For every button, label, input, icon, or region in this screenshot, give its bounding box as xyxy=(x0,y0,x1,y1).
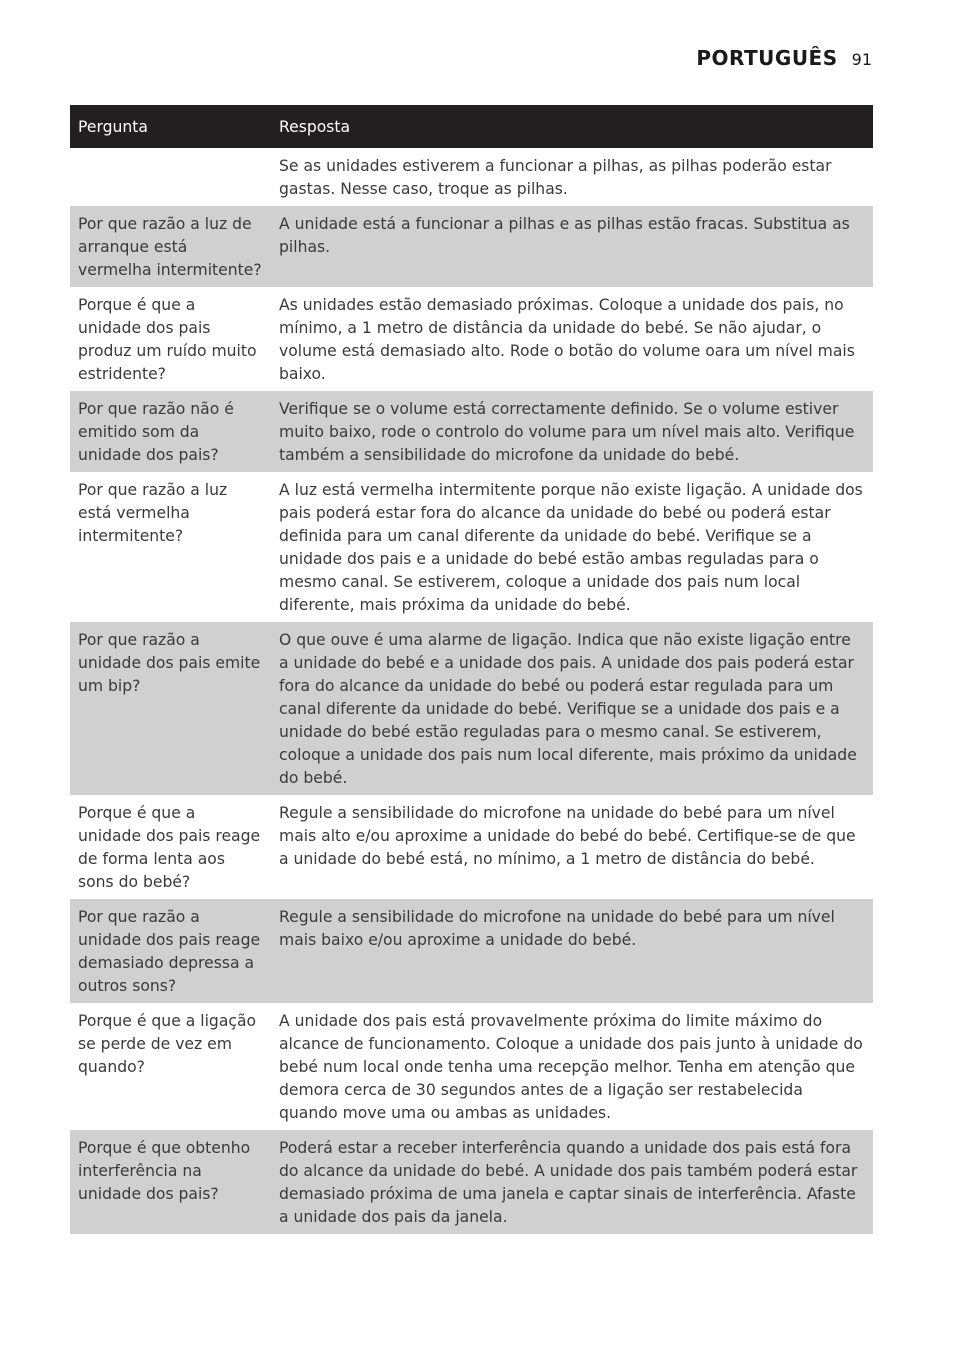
language-heading: PORTUGUÊS xyxy=(696,46,838,70)
question-cell: Porque é que a unidade dos pais produz um ruído muito estridente? xyxy=(78,296,257,383)
table-row xyxy=(70,795,873,899)
question-cell: Por que razão não é emitido som da unidade dos pais? xyxy=(70,391,271,472)
page-number: 91 xyxy=(851,50,872,69)
table-row xyxy=(70,622,873,795)
table-row xyxy=(70,472,873,622)
answer-cell: Regule a sensibilidade do microfone na unidade do bebé para um nível mais alto e/ou aproxime a unidade do bebé do bebé. Certifique-se de que a unidade do bebé está, no mínimo, a 1 metro de distância do bebé. xyxy=(279,804,856,868)
troubleshooting-table xyxy=(70,105,873,1234)
answer-cell: A unidade dos pais está provavelmente próxima do limite máximo do alcance de funcionamento. Coloque a unidade dos pais junto à unidade do bebé num local onde tenha uma recepção melhor. Tenha em atenção que demora cerca de 30 segundos antes de a ligação ser restabelecida quando move uma ou ambas as unidades. xyxy=(279,1012,863,1122)
answer-cell: Poderá estar a receber interferência quando a unidade dos pais está fora do alcance da unidade do bebé. A unidade dos pais também poderá estar demasiado próxima de uma janela e captar sinais de interferência. Afaste a unidade dos pais da janela. xyxy=(271,1130,873,1234)
question-cell: Porque é que a unidade dos pais reage de forma lenta aos sons do bebé? xyxy=(78,804,261,891)
question-cell: Por que razão a luz de arranque está vermelha intermitente? xyxy=(70,206,271,287)
answer-cell: Verifique se o volume está correctamente definido. Se o volume estiver muito baixo, rode o controlo do volume para um nível mais alto. Verifique também a sensibilidade do microfone da unidade do bebé. xyxy=(271,391,873,472)
table-row xyxy=(70,899,873,1003)
answer-cell: As unidades estão demasiado próximas. Coloque a unidade dos pais, no mínimo, a 1 metro de distância da unidade do bebé. Se não ajudar, o volume está demasiado alto. Rode o botão do volume oara um nível mais baixo. xyxy=(279,296,855,383)
table-row xyxy=(70,391,873,472)
table-header-row xyxy=(70,105,873,148)
question-cell: Por que razão a luz está vermelha intermitente? xyxy=(78,481,228,545)
table-row xyxy=(70,148,873,206)
table-row xyxy=(70,1130,873,1234)
table-row xyxy=(70,287,873,391)
page-header xyxy=(696,46,872,70)
question-cell: Por que razão a unidade dos pais reage demasiado depressa a outros sons? xyxy=(70,899,271,1003)
column-header-answer: Resposta xyxy=(271,105,873,148)
answer-cell: A luz está vermelha intermitente porque não existe ligação. A unidade dos pais poderá estar fora do alcance da unidade do bebé ou poderá estar definida para um canal diferente da unidade do bebé. Verifique se a unidade dos pais e a unidade do bebé estão ambas reguladas para o mesmo canal. Se estiverem, coloque a unidade dos pais num local diferente, mais próxima da unidade do bebé. xyxy=(279,481,863,614)
question-cell xyxy=(70,148,271,206)
table-row xyxy=(70,1003,873,1130)
question-cell: Porque é que obtenho interferência na unidade dos pais? xyxy=(70,1130,271,1234)
table-row xyxy=(70,206,873,287)
answer-cell: Se as unidades estiverem a funcionar a pilhas, as pilhas poderão estar gastas. Nesse caso, troque as pilhas. xyxy=(279,157,832,198)
column-header-question: Pergunta xyxy=(70,105,271,148)
question-cell: Por que razão a unidade dos pais emite um bip? xyxy=(70,622,271,795)
question-cell: Porque é que a ligação se perde de vez em quando? xyxy=(78,1012,257,1076)
answer-cell: Regule a sensibilidade do microfone na unidade do bebé para um nível mais baixo e/ou aproxime a unidade do bebé. xyxy=(271,899,873,1003)
answer-cell: A unidade está a funcionar a pilhas e as pilhas estão fracas. Substitua as pilhas. xyxy=(271,206,873,287)
answer-cell: O que ouve é uma alarme de ligação. Indica que não existe ligação entre a unidade do bebé e a unidade dos pais. A unidade dos pais poderá estar fora do alcance da unidade do bebé ou poderá estar regulada para um canal diferente da unidade do bebé. Verifique se a unidade dos pais e a unidade do bebé estão reguladas para o mesmo canal. Se estiverem, coloque a unidade dos pais num local diferente, mais próximo da unidade do bebé. xyxy=(271,622,873,795)
